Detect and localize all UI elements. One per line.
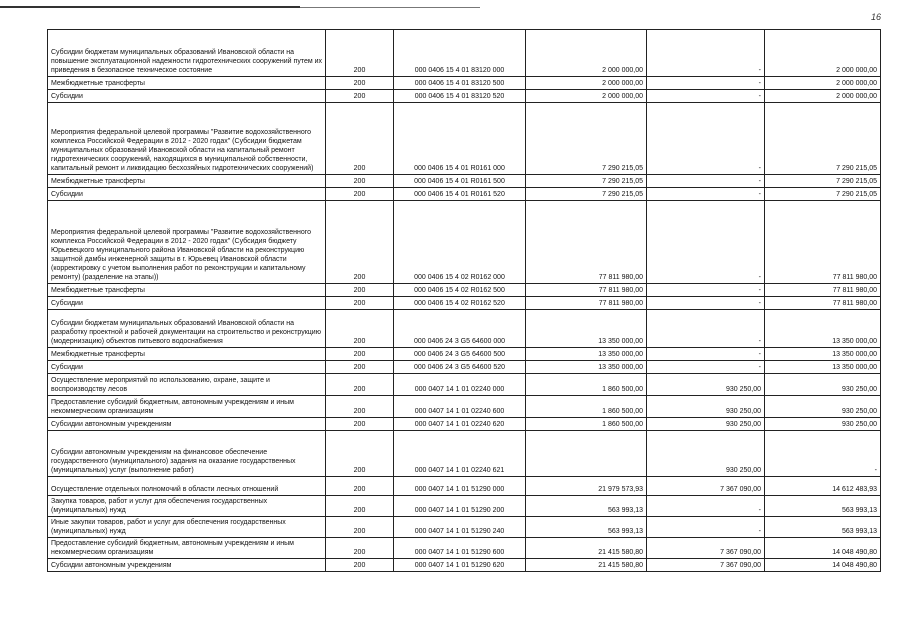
row-plan-amount: 13 350 000,00	[526, 361, 647, 374]
row-budget-code: 000 0406 15 4 01 R0161 500	[394, 175, 526, 188]
row-name: Субсидии автономным учреждениям	[48, 559, 326, 572]
row-plan-amount: 1 860 500,00	[526, 396, 647, 418]
row-admin-code: 200	[326, 431, 394, 477]
row-budget-code: 000 0407 14 1 01 02240 620	[394, 418, 526, 431]
row-admin-code: 200	[326, 418, 394, 431]
table-row	[48, 477, 881, 496]
row-name: Осуществление отдельных полномочий в области лесных отношений	[48, 477, 326, 496]
row-total-amount: 2 000 000,00	[765, 90, 881, 103]
table-row	[48, 559, 881, 572]
row-change-amount: -	[647, 188, 765, 201]
row-budget-code: 000 0406 15 4 01 R0161 520	[394, 188, 526, 201]
row-plan-amount: 2 000 000,00	[526, 77, 647, 90]
row-name: Осуществление мероприятий по использованию, охране, защите и воспроизводству лесов	[48, 374, 326, 396]
row-change-amount: -	[647, 361, 765, 374]
row-plan-amount: 7 290 215,05	[526, 175, 647, 188]
row-plan-amount: 7 290 215,05	[526, 188, 647, 201]
row-plan-amount: 563 993,13	[526, 496, 647, 517]
row-budget-code: 000 0406 15 4 01 83120 520	[394, 90, 526, 103]
row-change-amount: 7 367 090,00	[647, 477, 765, 496]
row-plan-amount: 21 979 573,93	[526, 477, 647, 496]
row-total-amount: 13 350 000,00	[765, 361, 881, 374]
row-change-amount: -	[647, 348, 765, 361]
row-admin-code: 200	[326, 396, 394, 418]
row-plan-amount: 77 811 980,00	[526, 201, 647, 284]
row-change-amount: -	[647, 175, 765, 188]
row-total-amount: 563 993,13	[765, 496, 881, 517]
row-budget-code: 000 0407 14 1 01 02240 600	[394, 396, 526, 418]
row-admin-code: 200	[326, 30, 394, 77]
row-budget-code: 000 0407 14 1 01 51290 600	[394, 538, 526, 559]
row-budget-code: 000 0407 14 1 01 51290 200	[394, 496, 526, 517]
row-budget-code: 000 0407 14 1 01 51290 240	[394, 517, 526, 538]
row-budget-code: 000 0406 15 4 02 R0162 000	[394, 201, 526, 284]
row-plan-amount	[526, 431, 647, 477]
row-admin-code: 200	[326, 538, 394, 559]
row-budget-code: 000 0406 24 3 G5 64600 500	[394, 348, 526, 361]
row-name: Межбюджетные трансферты	[48, 284, 326, 297]
table-row	[48, 310, 881, 348]
row-change-amount: -	[647, 297, 765, 310]
row-change-amount: -	[647, 103, 765, 175]
row-plan-amount: 2 000 000,00	[526, 90, 647, 103]
row-name: Межбюджетные трансферты	[48, 175, 326, 188]
row-name: Субсидии	[48, 297, 326, 310]
table-row	[48, 188, 881, 201]
row-plan-amount: 13 350 000,00	[526, 310, 647, 348]
row-change-amount: -	[647, 90, 765, 103]
row-name: Мероприятия федеральной целевой программы "Развитие водохозяйственного комплекса Российской Федерации в 2012 - 2020 годах" (Субсидии бюджетам муниципальных образований Ивановской области на капитальный ремонт гидротехнических сооружений, находящихся в муниципальной собственности, капитальный ремонт и ликвидацию бесхозяйных гидротехнических сооружений)	[48, 103, 326, 175]
row-change-amount: 930 250,00	[647, 396, 765, 418]
table-row	[48, 297, 881, 310]
row-total-amount: 13 350 000,00	[765, 310, 881, 348]
row-total-amount: 7 290 215,05	[765, 188, 881, 201]
row-budget-code: 000 0406 15 4 01 83120 500	[394, 77, 526, 90]
budget-table	[47, 29, 881, 572]
table-row	[48, 396, 881, 418]
row-budget-code: 000 0406 24 3 G5 64600 000	[394, 310, 526, 348]
row-total-amount: 930 250,00	[765, 418, 881, 431]
row-budget-code: 000 0407 14 1 01 51290 620	[394, 559, 526, 572]
row-name: Предоставление субсидий бюджетным, автономным учреждениям и иным некоммерческим организациям	[48, 538, 326, 559]
row-total-amount: 77 811 980,00	[765, 284, 881, 297]
row-change-amount: 930 250,00	[647, 374, 765, 396]
row-admin-code: 200	[326, 374, 394, 396]
row-name: Закупка товаров, работ и услуг для обеспечения государственных (муниципальных) нужд	[48, 496, 326, 517]
table-row	[48, 431, 881, 477]
row-admin-code: 200	[326, 348, 394, 361]
row-change-amount: -	[647, 77, 765, 90]
row-admin-code: 200	[326, 90, 394, 103]
table-row	[48, 103, 881, 175]
row-name: Субсидии автономным учреждениям на финансовое обеспечение государственного (муниципального) задания на оказание государственных (муниципальных) услуг (выполнение работ)	[48, 431, 326, 477]
row-plan-amount: 21 415 580,80	[526, 559, 647, 572]
row-change-amount: -	[647, 201, 765, 284]
table-row	[48, 175, 881, 188]
row-change-amount: 7 367 090,00	[647, 538, 765, 559]
row-total-amount: 2 000 000,00	[765, 30, 881, 77]
row-plan-amount: 2 000 000,00	[526, 30, 647, 77]
row-admin-code: 200	[326, 310, 394, 348]
row-admin-code: 200	[326, 77, 394, 90]
row-plan-amount: 563 993,13	[526, 517, 647, 538]
row-plan-amount: 1 860 500,00	[526, 418, 647, 431]
row-admin-code: 200	[326, 188, 394, 201]
row-name: Предоставление субсидий бюджетным, автономным учреждениям и иным некоммерческим организациям	[48, 396, 326, 418]
row-total-amount: 563 993,13	[765, 517, 881, 538]
row-total-amount: 2 000 000,00	[765, 77, 881, 90]
row-admin-code: 200	[326, 496, 394, 517]
row-total-amount: 930 250,00	[765, 374, 881, 396]
row-name: Субсидии	[48, 90, 326, 103]
row-total-amount: 7 290 215,05	[765, 175, 881, 188]
row-admin-code: 200	[326, 103, 394, 175]
row-change-amount: -	[647, 517, 765, 538]
row-total-amount: 14 048 490,80	[765, 559, 881, 572]
top-rule	[0, 6, 300, 8]
row-name: Межбюджетные трансферты	[48, 77, 326, 90]
row-total-amount: 13 350 000,00	[765, 348, 881, 361]
row-plan-amount: 1 860 500,00	[526, 374, 647, 396]
row-total-amount: 930 250,00	[765, 396, 881, 418]
row-change-amount: 930 250,00	[647, 418, 765, 431]
row-admin-code: 200	[326, 517, 394, 538]
row-total-amount: 14 612 483,93	[765, 477, 881, 496]
row-name: Мероприятия федеральной целевой программы "Развитие водохозяйственного комплекса Российской Федерации в 2012 - 2020 годах" (Субсидия бюджету Юрьевецкого муниципального района Ивановской области на реконструкцию защитной дамбы инженерной защиты в г. Юрьевец Ивановской области (корректировку с учетом выполнения работ по реконструкции и капитальному ремонту) (разделение на этапы))	[48, 201, 326, 284]
top-rule-secondary	[300, 7, 480, 8]
row-change-amount: -	[647, 30, 765, 77]
table-row	[48, 418, 881, 431]
table-row	[48, 374, 881, 396]
row-budget-code: 000 0407 14 1 01 02240 621	[394, 431, 526, 477]
row-budget-code: 000 0406 15 4 02 R0162 520	[394, 297, 526, 310]
row-plan-amount: 77 811 980,00	[526, 297, 647, 310]
row-change-amount: -	[647, 284, 765, 297]
table-row	[48, 348, 881, 361]
row-total-amount: 14 048 490,80	[765, 538, 881, 559]
row-total-amount: -	[765, 431, 881, 477]
row-admin-code: 200	[326, 175, 394, 188]
row-change-amount: 7 367 090,00	[647, 559, 765, 572]
table-row	[48, 90, 881, 103]
row-admin-code: 200	[326, 559, 394, 572]
row-name: Субсидии	[48, 361, 326, 374]
row-budget-code: 000 0406 15 4 01 R0161 000	[394, 103, 526, 175]
row-name: Субсидии бюджетам муниципальных образований Ивановской области на разработку проектной и рабочей документации на строительство и реконструкцию (модернизацию) объектов питьевого водоснабжения	[48, 310, 326, 348]
table-row	[48, 284, 881, 297]
row-name: Субсидии	[48, 188, 326, 201]
table-row	[48, 77, 881, 90]
row-total-amount: 77 811 980,00	[765, 201, 881, 284]
table-row	[48, 30, 881, 77]
row-budget-code: 000 0406 15 4 01 83120 000	[394, 30, 526, 77]
row-plan-amount: 21 415 580,80	[526, 538, 647, 559]
table-row	[48, 496, 881, 517]
row-budget-code: 000 0407 14 1 01 51290 000	[394, 477, 526, 496]
row-budget-code: 000 0406 15 4 02 R0162 500	[394, 284, 526, 297]
page-number: 16	[870, 12, 881, 22]
row-admin-code: 200	[326, 284, 394, 297]
table-row	[48, 361, 881, 374]
row-total-amount: 7 290 215,05	[765, 103, 881, 175]
row-admin-code: 200	[326, 297, 394, 310]
row-change-amount: -	[647, 496, 765, 517]
row-admin-code: 200	[326, 477, 394, 496]
table-row	[48, 201, 881, 284]
row-budget-code: 000 0407 14 1 01 02240 000	[394, 374, 526, 396]
row-total-amount: 77 811 980,00	[765, 297, 881, 310]
table-row	[48, 538, 881, 559]
row-name: Субсидии бюджетам муниципальных образований Ивановской области на повышение эксплуатационной надежности гидротехнических сооружений путем их приведения в безопасное техническое состояние	[48, 30, 326, 77]
row-plan-amount: 77 811 980,00	[526, 284, 647, 297]
row-admin-code: 200	[326, 201, 394, 284]
row-budget-code: 000 0406 24 3 G5 64600 520	[394, 361, 526, 374]
budget-table-body	[48, 30, 881, 572]
row-admin-code: 200	[326, 361, 394, 374]
row-plan-amount: 7 290 215,05	[526, 103, 647, 175]
row-change-amount: -	[647, 310, 765, 348]
row-change-amount: 930 250,00	[647, 431, 765, 477]
row-name: Иные закупки товаров, работ и услуг для обеспечения государственных (муниципальных) нужд	[48, 517, 326, 538]
row-name: Субсидии автономным учреждениям	[48, 418, 326, 431]
row-name: Межбюджетные трансферты	[48, 348, 326, 361]
row-plan-amount: 13 350 000,00	[526, 348, 647, 361]
table-row	[48, 517, 881, 538]
